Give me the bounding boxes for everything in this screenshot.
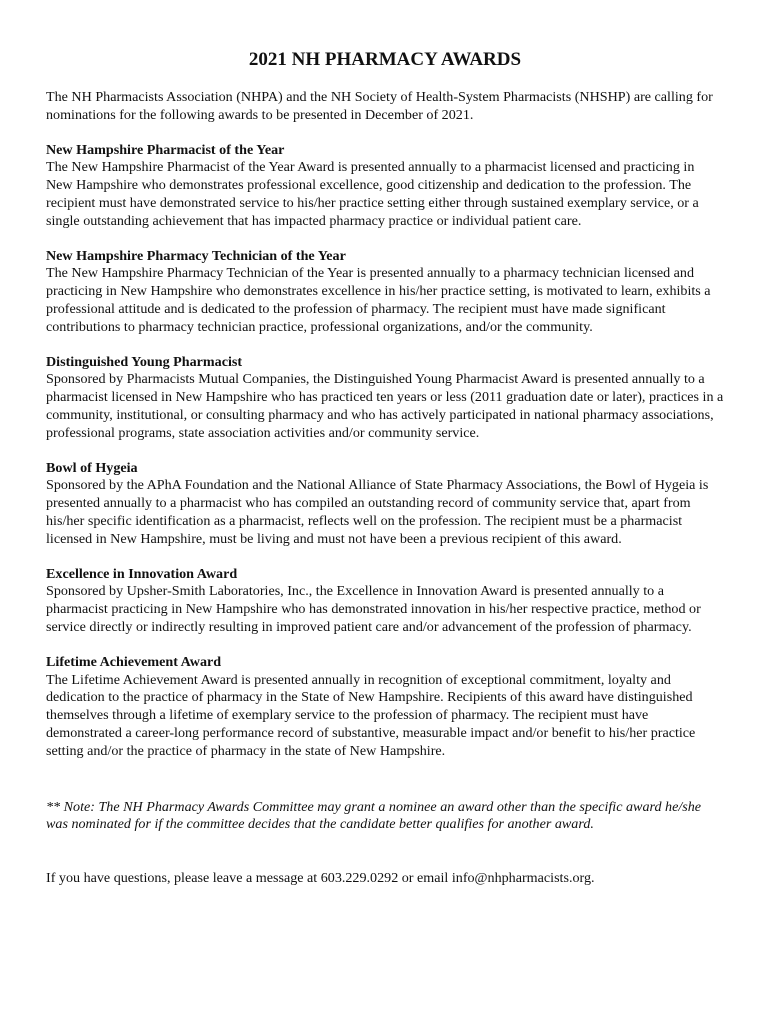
award-title: New Hampshire Pharmacy Technician of the Year <box>46 247 346 264</box>
award-title: Bowl of Hygeia <box>46 459 138 476</box>
award-title: Excellence in Innovation Award <box>46 565 238 582</box>
award-description: Sponsored by Pharmacists Mutual Companies, the Distinguished Young Pharmacist Award is presented annually to a pharmacist licensed in New Hampshire who has practiced ten years or less (2011 graduation date or later), practices in a community, institutional, or consulting pharmacy and who has actively participated in national pharmacy associations, professional programs, state association activities and/or community service. <box>46 371 724 441</box>
committee-note: ** Note: The NH Pharmacy Awards Committee may grant a nominee an award other than the specific award he/she was nominated for if the committee decides that the candidate better qualifies for another award. <box>46 798 702 833</box>
award-description: The Lifetime Achievement Award is presented annually in recognition of exceptional commitment, loyalty and dedication to the practice of pharmacy in the State of New Hampshire. Recipients of this award have distinguished themselves through a lifetime of exemplary service to the profession of pharmacy. The recipient must have demonstrated a career-long performance record of substantive, measurable impact and/or benefit to his/her practice setting and/or the practice of pharmacy in the state of New Hampshire. <box>46 671 696 759</box>
award-section-lifetime-achievement <box>46 654 724 761</box>
intro-paragraph: The NH Pharmacists Association (NHPA) and the NH Society of Health-System Pharmacists (NHSHP) are calling for nominations for the following awards to be presented in December of 2021. <box>46 89 713 123</box>
award-section-pharmacist-of-year <box>46 142 724 231</box>
award-section-young-pharmacist <box>46 354 724 443</box>
page-title: 2021 NH PHARMACY AWARDS <box>248 49 522 70</box>
award-section-technician-of-year <box>46 248 724 337</box>
award-description: Sponsored by the APhA Foundation and the National Alliance of State Pharmacy Associations, the Bowl of Hygeia is presented annually to a pharmacist who has compiled an outstanding record of community service that, apart from his/her specific identification as a pharmacist, reflects well on the profession. The recipient must be a pharmacist licensed in New Hampshire, must be living and must not have been a previous recipient of this award. <box>46 477 709 547</box>
contact-info: If you have questions, please leave a message at 603.229.0292 or email info@nhpharmacists.org. <box>46 870 595 887</box>
award-description: The New Hampshire Pharmacist of the Year Award is presented annually to a pharmacist licensed and practicing in New Hampshire who demonstrates professional excellence, good citizenship and dedication to the profession. The recipient must have demonstrated service to his/her practice setting either through sustained exemplary service, or a single outstanding achievement that has impacted pharmacy practice or individual patient care. <box>46 159 699 229</box>
award-section-bowl-of-hygeia <box>46 460 724 549</box>
award-description: Sponsored by Upsher-Smith Laboratories, Inc., the Excellence in Innovation Award is presented annually to a pharmacist practicing in New Hampshire who has demonstrated innovation in his/her respective practice, method or service directly or indirectly resulting in improved patient care and/or advancement of the profession of pharmacy. <box>46 583 701 635</box>
award-title: Lifetime Achievement Award <box>46 653 222 670</box>
award-title: Distinguished Young Pharmacist <box>46 353 243 370</box>
award-description: The New Hampshire Pharmacy Technician of the Year is presented annually to a pharmacy technician licensed and practicing in New Hampshire who demonstrates excellence in his/her practice setting, is motivated to learn, exhibits a professional attitude and is dedicated to the profession of pharmacy. The recipient must have made significant contributions to pharmacy technician practice, professional organizations, and/or the community. <box>46 265 711 335</box>
award-title: New Hampshire Pharmacist of the Year <box>46 141 285 158</box>
award-section-innovation <box>46 566 724 637</box>
